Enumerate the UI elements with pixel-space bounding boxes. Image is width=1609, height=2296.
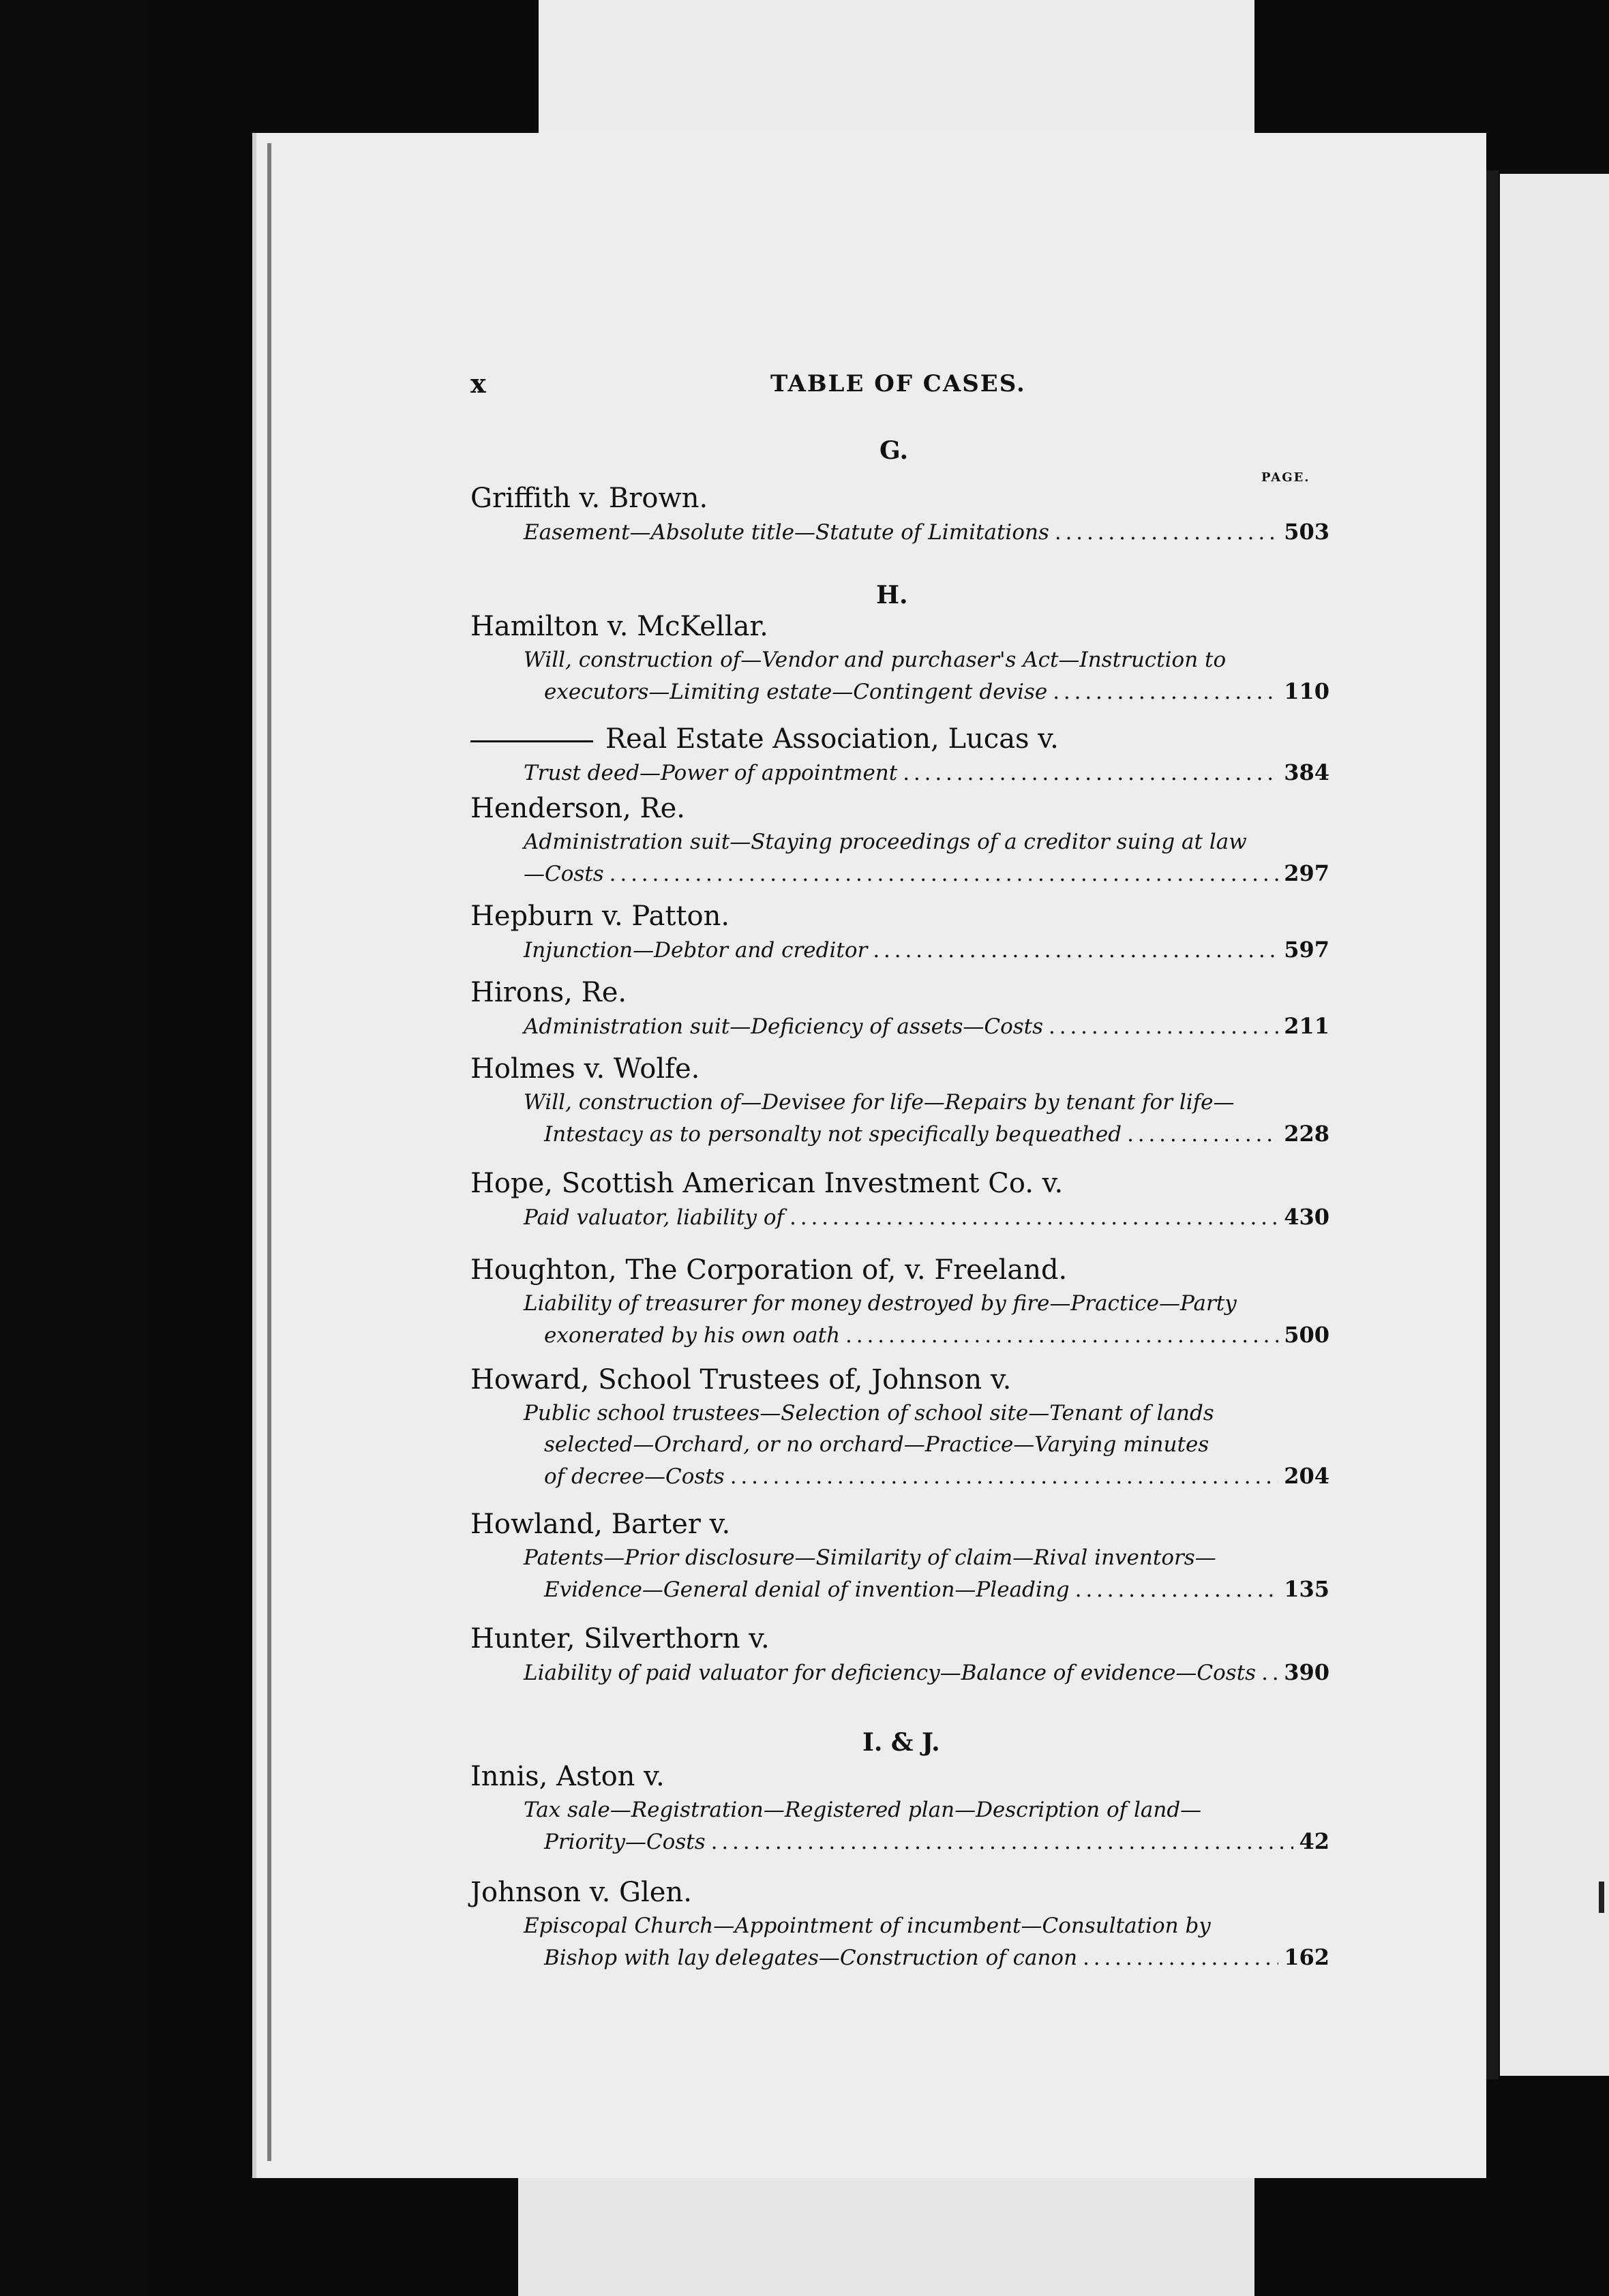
case-entry <box>470 975 1329 1042</box>
case-digest: Injunction—Debtor and creditor <box>524 938 868 963</box>
case-entry <box>470 1875 1329 1974</box>
case-entry <box>470 1252 1329 1351</box>
case-entry <box>470 721 1329 789</box>
case-digest: Bishop with lay delegates—Construction of canon <box>544 1946 1078 1970</box>
case-page-number: 597 <box>1284 937 1329 963</box>
case-page-number: 430 <box>1284 1204 1329 1230</box>
case-name: Griffith v. Brown. <box>470 483 708 514</box>
case-page-number: 297 <box>1284 860 1329 886</box>
case-page-number: 162 <box>1284 1944 1329 1970</box>
case-digest: Evidence—General denial of invention—Pleading <box>544 1577 1070 1602</box>
case-digest: Patents—Prior disclosure—Similarity of claim—Rival inventors— <box>524 1545 1216 1570</box>
case-digest: Public school trustees—Selection of school site—Tenant of lands <box>524 1401 1214 1425</box>
case-name: Houghton, The Corporation of, v. Freeland. <box>470 1254 1068 1286</box>
case-digest: Trust deed—Power of appointment <box>524 761 898 785</box>
case-name: Howard, School Trustees of, Johnson v. <box>470 1364 1012 1395</box>
case-entry <box>470 1621 1329 1689</box>
case-digest: exonerated by his own oath <box>544 1323 841 1348</box>
case-digest: Liability of treasurer for money destroyed by fire—Practice—Party <box>524 1291 1237 1316</box>
case-name: Henderson, Re. <box>470 793 686 824</box>
case-name: Innis, Aston v. <box>470 1761 665 1792</box>
scan-left-margin <box>0 0 147 2296</box>
case-entry <box>470 1759 1329 1858</box>
case-page-number: 384 <box>1284 759 1329 785</box>
case-entry <box>470 1362 1329 1492</box>
section-heading-h: H. <box>876 581 908 609</box>
case-name: Hunter, Silverthorn v. <box>470 1623 770 1655</box>
case-name: Hope, Scottish American Investment Co. v. <box>470 1168 1064 1199</box>
section-heading-ij: I. & J. <box>862 1728 940 1757</box>
case-digest: executors—Limiting estate—Contingent devise <box>544 680 1048 704</box>
case-name: Howland, Barter v. <box>470 1509 731 1540</box>
case-digest: Easement—Absolute title—Statute of Limitations <box>524 520 1049 545</box>
case-digest: Episcopal Church—Appointment of incumbent—Consultation by <box>524 1914 1211 1938</box>
case-digest: —Costs <box>524 862 604 886</box>
case-digest: Liability of paid valuator for deficiency—Balance of evidence—Costs <box>524 1661 1257 1685</box>
case-digest: Intestacy as to personalty not specifically bequeathed <box>544 1122 1122 1147</box>
case-digest: Will, construction of—Devisee for life—Repairs by tenant for life— <box>524 1090 1235 1115</box>
page-fold-line <box>267 143 271 2161</box>
case-digest: of decree—Costs <box>544 1464 725 1489</box>
case-page-number: 42 <box>1299 1828 1329 1854</box>
case-entry <box>470 609 1329 708</box>
scan-gutter <box>1486 170 1499 2079</box>
case-page-number: 204 <box>1284 1463 1329 1489</box>
case-name: Holmes v. Wolfe. <box>470 1053 700 1085</box>
case-page-number: 211 <box>1284 1013 1329 1039</box>
case-name: Hepburn v. Patton. <box>470 901 730 932</box>
page-column-label: PAGE. <box>1261 470 1310 485</box>
facing-page-mark <box>1599 1882 1604 1913</box>
case-page-number: 503 <box>1284 519 1329 545</box>
facing-page <box>1500 174 1609 2076</box>
case-digest: Priority—Costs <box>544 1830 706 1854</box>
case-name: Hamilton v. McKellar. <box>470 611 768 642</box>
case-entry <box>470 791 1329 890</box>
page-title: TABLE OF CASES. <box>770 370 1026 397</box>
case-page-number: 135 <box>1284 1576 1329 1602</box>
case-digest: Paid valuator, liability of <box>524 1205 785 1230</box>
case-page-number: 228 <box>1284 1121 1329 1147</box>
case-digest: Tax sale—Registration—Registered plan—Description of land— <box>524 1798 1202 1822</box>
case-page-number: 110 <box>1284 678 1329 704</box>
case-entry <box>470 1507 1329 1605</box>
case-name: Hirons, Re. <box>470 977 627 1008</box>
case-page-number: 390 <box>1284 1659 1329 1685</box>
case-digest: Will, construction of—Vendor and purchaser's Act—Instruction to <box>524 648 1227 672</box>
book-page <box>252 133 1486 2178</box>
section-heading-g: G. <box>879 436 908 465</box>
case-entry <box>470 481 1329 548</box>
case-name: Johnson v. Glen. <box>470 1877 692 1908</box>
case-digest: Administration suit—Deficiency of assets—Costs <box>524 1014 1044 1039</box>
case-page-number: 500 <box>1284 1322 1329 1348</box>
case-entry <box>470 898 1329 966</box>
case-name: Real Estate Association, Lucas v. <box>470 721 1329 757</box>
case-digest: selected—Orchard, or no orchard—Practice—Varying minutes <box>544 1432 1209 1457</box>
case-digest: Administration suit—Staying proceedings of a creditor suing at law <box>524 830 1247 854</box>
case-entry <box>470 1051 1329 1150</box>
page-number: x <box>470 368 486 399</box>
case-entry <box>470 1166 1329 1233</box>
scan-bottom-paper-edge <box>518 2168 1254 2296</box>
